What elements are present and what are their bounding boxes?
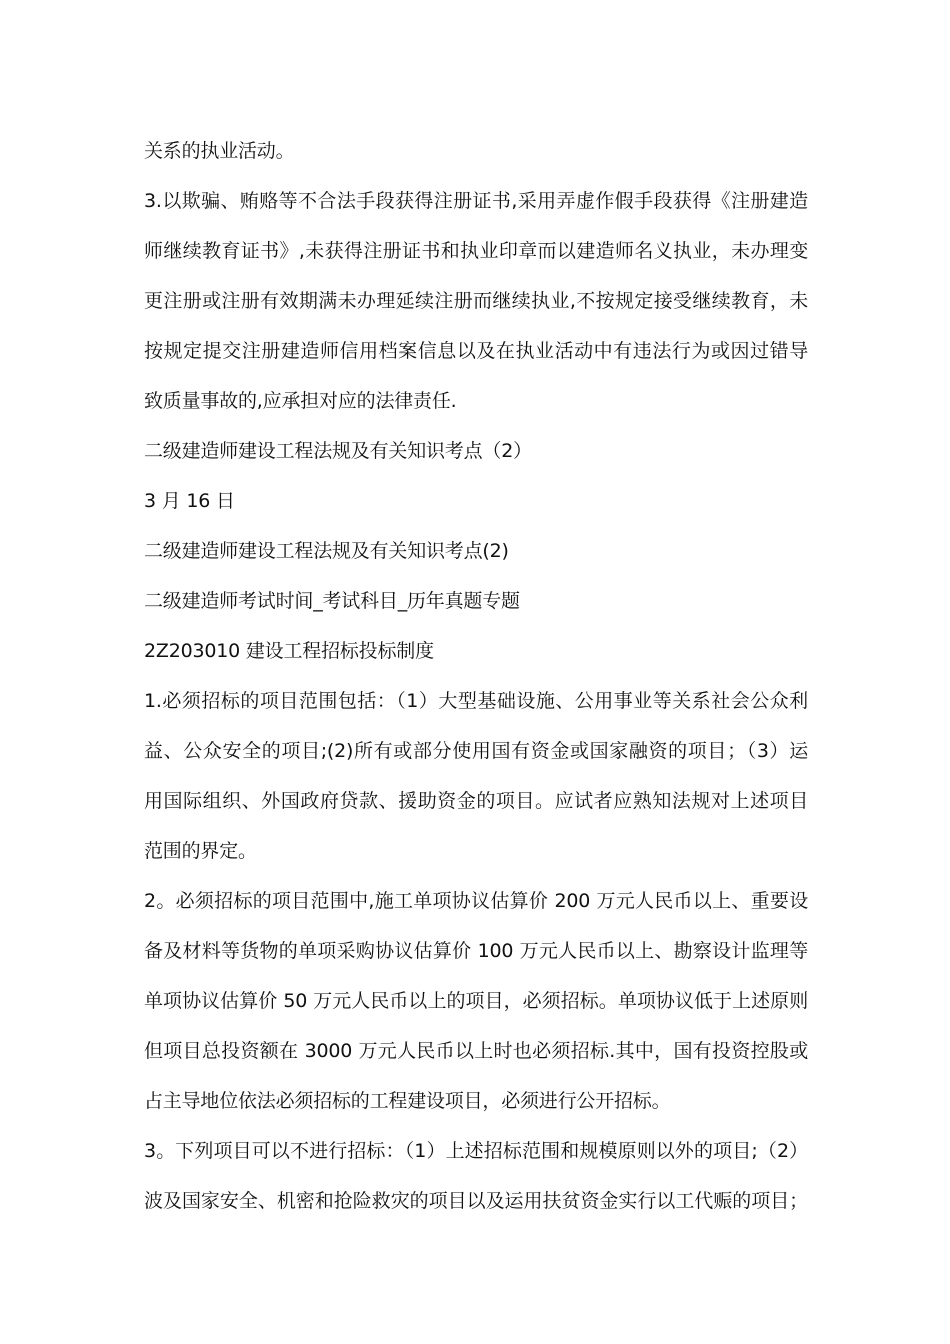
section-heading: 二级建造师建设工程法规及有关知识考点(2): [144, 540, 509, 562]
text-line: 用国际组织、外国政府贷款、援助资金的项目。应试者应熟知法规对上述项目: [144, 790, 808, 812]
text-line: 单项协议估算价 50 万元人民币以上的项目，必须招标。单项协议低于上述原则: [144, 990, 808, 1012]
section-heading: 2Z203010 建设工程招标投标制度: [144, 640, 434, 662]
text-line: 3.以欺骗、贿赂等不合法手段获得注册证书,采用弄虚作假手段获得《注册建造: [144, 190, 808, 212]
text-line: 1.必须招标的项目范围包括：（1）大型基础设施、公用事业等关系社会公众利: [144, 690, 808, 712]
text-line: 师继续教育证书》,未获得注册证书和执业印章而以建造师名义执业，未办理变: [144, 240, 808, 262]
section-heading: 二级建造师建设工程法规及有关知识考点（2）: [144, 440, 532, 462]
text-line: 益、公众安全的项目;(2)所有或部分使用国有资金或国家融资的项目；（3）运: [144, 740, 808, 762]
text-line: 2。必须招标的项目范围中,施工单项协议估算价 200 万元人民币以上、重要设: [144, 890, 808, 912]
text-line: 更注册或注册有效期满未办理延续注册而继续执业,不按规定接受继续教育，未: [144, 290, 808, 312]
document-body: [144, 126, 808, 1226]
text-line: 关系的执业活动。: [144, 140, 295, 162]
text-line: 范围的界定。: [144, 840, 257, 862]
text-line: 3。下列项目可以不进行招标：（1）上述招标范围和规模原则以外的项目;（2）: [144, 1140, 808, 1162]
section-heading: 二级建造师考试时间_考试科目_历年真题专题: [144, 590, 520, 612]
text-line: 占主导地位依法必须招标的工程建设项目，必须进行公开招标。: [144, 1090, 671, 1112]
text-line: 波及国家安全、机密和抢险救灾的项目以及运用扶贫资金实行以工代赈的项目；: [144, 1190, 808, 1212]
date-line: 3 月 16 日: [144, 490, 235, 512]
text-line: 致质量事故的,应承担对应的法律责任.: [144, 390, 457, 412]
text-line: 按规定提交注册建造师信用档案信息以及在执业活动中有违法行为或因过错导: [144, 340, 808, 362]
text-line: 备及材料等货物的单项采购协议估算价 100 万元人民币以上、勘察设计监理等: [144, 940, 808, 962]
text-line: 但项目总投资额在 3000 万元人民币以上时也必须招标.其中，国有投资控股或: [144, 1040, 808, 1062]
